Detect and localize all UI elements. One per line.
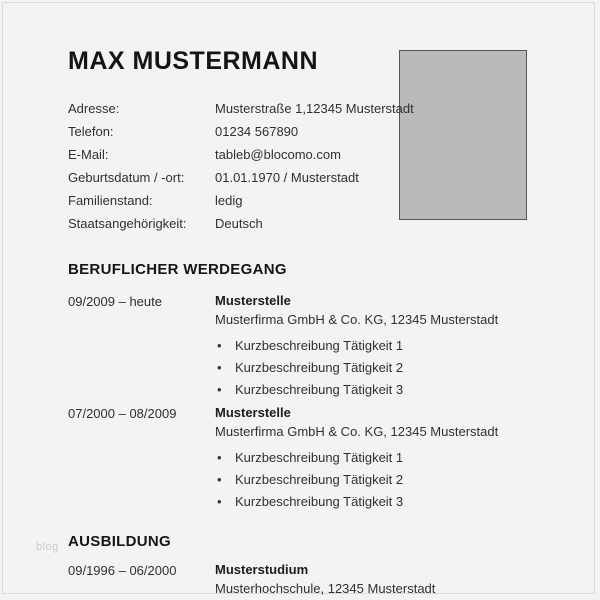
contact-row-marital-status xyxy=(68,189,600,212)
list-item: • Kurzbeschreibung Tätigkeit 2 xyxy=(215,357,600,379)
section-title-career: BERUFLICHER WERDEGANG xyxy=(68,261,287,278)
contact-value: tableb@blocomo.com xyxy=(215,147,341,162)
entry-role: Musterstelle xyxy=(215,405,291,420)
career-entry xyxy=(68,293,600,401)
entry-bullet-list xyxy=(215,447,600,513)
section-title-education: AUSBILDUNG xyxy=(68,533,171,550)
page-title: MAX MUSTERMANN xyxy=(68,47,319,75)
entry-org: Musterfirma GmbH & Co. KG, 12345 Musterstadt xyxy=(215,312,499,327)
entry-details xyxy=(215,293,600,401)
list-item: • Kurzbeschreibung Tätigkeit 1 xyxy=(215,447,600,469)
contact-row-phone xyxy=(68,120,600,143)
contact-label: Staatsangehörigkeit: xyxy=(68,216,187,231)
contact-label: E-Mail: xyxy=(68,147,109,162)
entry-org: Musterhochschule, 12345 Musterstadt xyxy=(215,581,436,596)
contact-value: Deutsch xyxy=(215,216,263,231)
contact-label: Adresse: xyxy=(68,101,120,116)
entry-details xyxy=(215,562,600,600)
contact-value: Musterstraße 1,12345 Musterstadt xyxy=(215,101,414,116)
education-entry xyxy=(68,562,600,600)
career-entry xyxy=(68,405,600,513)
entry-details xyxy=(215,405,600,513)
contact-row-email xyxy=(68,143,600,166)
list-item: • Kurzbeschreibung Tätigkeit 3 xyxy=(215,491,600,513)
entry-org: Musterfirma GmbH & Co. KG, 12345 Musterstadt xyxy=(215,424,499,439)
watermark: blog xyxy=(36,541,59,553)
contact-block xyxy=(68,97,600,235)
contact-label: Geburtsdatum / -ort: xyxy=(68,170,185,185)
contact-value: 01234 567890 xyxy=(215,124,299,139)
contact-label: Telefon: xyxy=(68,124,114,139)
entry-role: Musterstelle xyxy=(215,293,291,308)
list-item: • Kurzbeschreibung Tätigkeit 1 xyxy=(215,335,600,357)
entry-role: Musterstudium xyxy=(215,562,309,577)
list-item: • Kurzbeschreibung Tätigkeit 3 xyxy=(215,379,600,401)
entry-period: 09/2009 – heute xyxy=(68,294,162,309)
contact-row-address xyxy=(68,97,600,120)
list-item: • Kurzbeschreibung Tätigkeit 2 xyxy=(215,469,600,491)
contact-value: ledig xyxy=(215,193,243,208)
contact-row-nationality xyxy=(68,212,600,235)
contact-label: Familienstand: xyxy=(68,193,153,208)
contact-row-birth xyxy=(68,166,600,189)
entry-period: 07/2000 – 08/2009 xyxy=(68,406,177,421)
entry-period: 09/1996 – 06/2000 xyxy=(68,563,177,578)
contact-value: 01.01.1970 / Musterstadt xyxy=(215,170,359,185)
entry-bullet-list xyxy=(215,335,600,401)
